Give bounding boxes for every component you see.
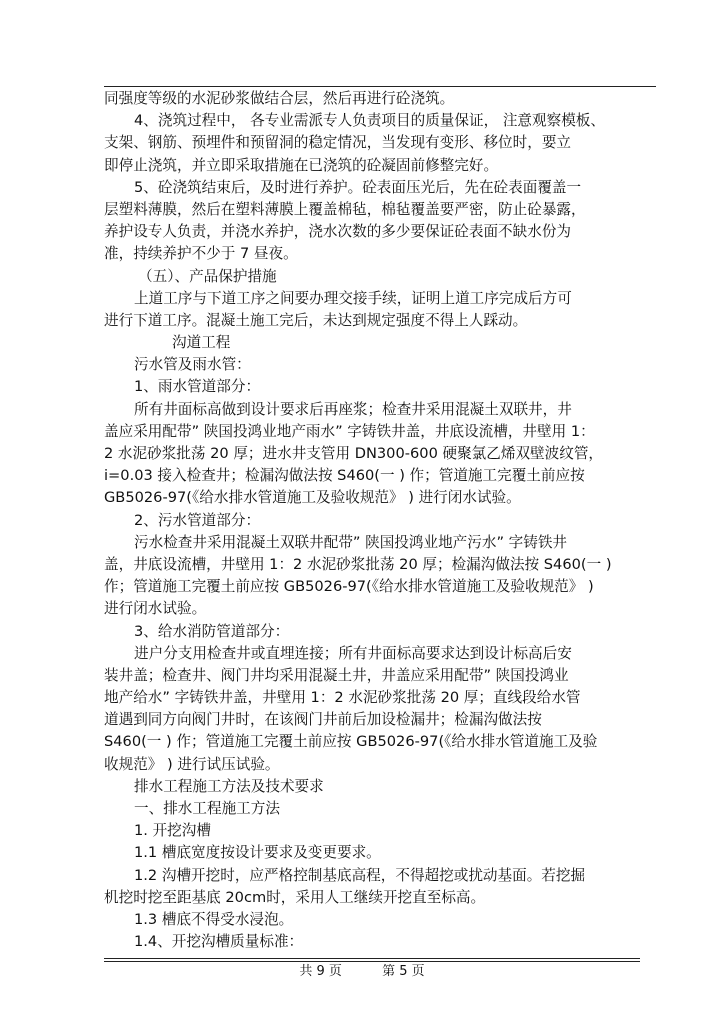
text-line: 道遇到同方向阀门井时，在该阀门井前后加设检漏井；检漏沟做法按 [104,711,542,729]
document-body [104,88,664,953]
text-line: 收规范》 ) 进行试压试验。 [104,755,280,773]
text-line: 机挖时挖至距基底 20cm时，采用人工继续开挖直至标高。 [104,888,486,906]
text-line: GB5026-97(《给水排水管道施工及验收规范》 ) 进行闭水试验。 [104,489,521,507]
text-line: 进户分支用检查井或直埋连接；所有井面标高要求达到设计标高后安 [134,644,572,662]
text-line: 准，持续养护不少于 7 昼夜。 [104,245,298,263]
text-line: 作；管道施工完覆土前应按 GB5026-97(《给水排水管道施工及验收规范》 ) [104,578,594,596]
text-line: 盖应采用配带” 陕国投鸿业地产雨水” 字铸铁井盖，井底设流槽，井壁用 1： [104,422,595,440]
text-line: 进行下道工序。混凝土施工完后，未达到规定强度不得上人踩动。 [104,311,528,329]
total-pages: 共 9 页 [299,964,342,979]
text-line: 沟道工程 [172,334,231,352]
text-line: i=0.03 接入检查井；检漏沟做法按 S460(一 ) 作；管道施工完覆土前应按 [104,467,585,485]
text-line: （五）、产品保护措施 [138,267,277,285]
text-line: S460(一 ) 作；管道施工完覆土前应按 GB5026-97(《给水排水管道施工及验 [104,733,598,751]
text-line: 3、给水消防管道部分： [134,622,290,640]
footer-rule [104,958,640,959]
text-line: 所有井面标高做到设计要求后再座浆；检查井采用混凝土双联井，井 [134,400,572,418]
text-line: 1.2 沟槽开挖时，应严格控制基底高程，不得超挖或扰动基面。若挖掘 [134,866,586,884]
text-line: 装井盖；检查井、阀门井均采用混凝土井，井盖应采用配带” 陕国投鸿业 [104,666,569,684]
text-line: 层塑料薄膜，然后在塑料薄膜上覆盖棉毡，棉毡覆盖要严密，防止砼暴露， [104,200,586,218]
page-footer [0,962,724,982]
text-line: 1、雨水管道部分： [134,378,261,396]
text-line: 地产给水” 字铸铁井盖，井壁用 1：2 水泥砂浆批荡 20 厚；直线段给水管 [104,689,581,707]
text-line: 2、污水管道部分： [134,511,261,529]
text-line: 即停止浇筑，并立即采取措施在已浇筑的砼凝固前修整完好。 [104,156,499,174]
text-line: 养护设专人负责，并浇水养护，浇水次数的多少要保证砼表面不缺水份为 [104,223,572,241]
text-line: 2 水泥砂浆批荡 20 厚；进水井支管用 DN300-600 硬聚氯乙烯双壁波纹管， [104,445,604,462]
text-line: 1.1 槽底宽度按设计要求及变更要求。 [134,844,381,862]
text-line: 支架、钢筋、预埋件和预留洞的稳定情况，当发现有变形、移位时，要立 [104,134,572,152]
text-line: 盖，井底设流槽，井壁用 1：2 水泥砂浆批荡 20 厚；检漏沟做法按 S460(一 ) [104,555,612,573]
text-line: 1.4、开挖沟槽质量标准： [134,933,304,951]
text-line: 5、砼浇筑结束后，及时进行养护。砼表面压光后，先在砼表面覆盖一 [134,178,582,196]
text-line: 1. 开挖沟槽 [134,822,211,840]
text-line: 上道工序与下道工序之间要办理交接手续，证明上道工序完成后方可 [134,289,572,307]
text-line: 污水检查井采用混凝土双联井配带” 陕国投鸿业地产污水” 字铸铁井 [134,533,568,551]
current-page: 第 5 页 [382,964,425,979]
text-line: 污水管及雨水管： [134,356,251,374]
header-rule [104,86,656,87]
text-line: 排水工程施工方法及技术要求 [134,777,324,795]
text-line: 同强度等级的水泥砂浆做结合层，然后再进行砼浇筑。 [104,90,455,107]
text-line: 一、排水工程施工方法 [134,800,280,817]
text-line: 4、浇筑过程中， 各专业需派专人负责项目的质量保证， 注意观察模板、 [134,112,605,130]
text-line: 1.3 槽底不得受水浸泡。 [134,910,294,928]
text-line: 进行闭水试验。 [104,600,207,618]
